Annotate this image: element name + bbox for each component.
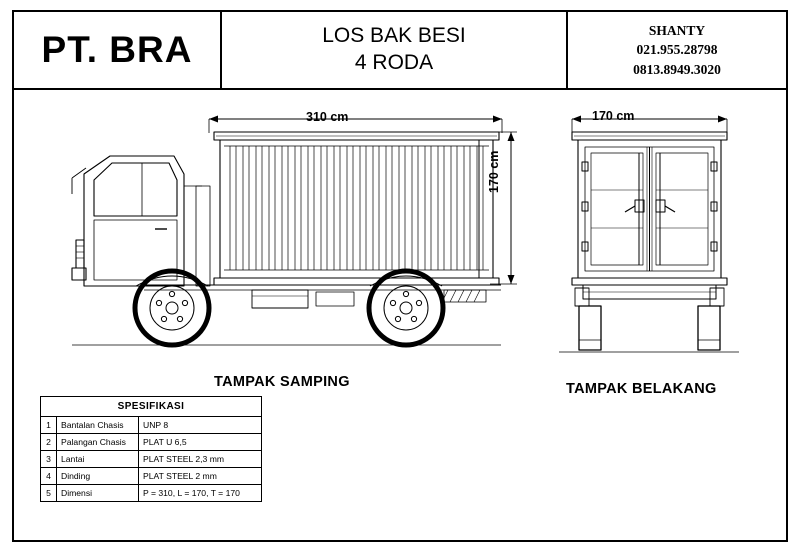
spec-row-value: PLAT STEEL 2 mm: [139, 468, 262, 485]
specification-table: [40, 396, 262, 502]
table-row: [41, 468, 262, 485]
spec-row-no: 2: [41, 434, 57, 451]
rear-view-drawing: [539, 90, 789, 390]
spec-row-name: Lantai: [57, 451, 139, 468]
contact-person: SHANTY: [648, 22, 706, 38]
drawing-sheet: [12, 10, 788, 542]
spec-row-name: Dimensi: [57, 485, 139, 502]
spec-row-value: PLAT U 6,5: [139, 434, 262, 451]
spec-row-value: P = 310, L = 170, T = 170: [139, 485, 262, 502]
rear-view-label: TAMPAK BELAKANG: [566, 381, 717, 397]
spec-row-name: Palangan Chasis: [57, 434, 139, 451]
spec-row-name: Dinding: [57, 468, 139, 485]
contact-phone-2: 0813.8949.3020: [633, 61, 721, 77]
spec-row-value: UNP 8: [139, 417, 262, 434]
dimension-height-label: 170 cm: [487, 150, 501, 193]
contact-phone-1: 021.955.28798: [636, 42, 718, 58]
table-row: [41, 434, 262, 451]
side-view-drawing: [24, 90, 544, 390]
dimension-length-label: 310 cm: [306, 110, 349, 124]
title-block: [14, 12, 786, 90]
spec-table-title: SPESIFIKASI: [41, 397, 262, 417]
spec-row-value: PLAT STEEL 2,3 mm: [139, 451, 262, 468]
product-name-line2: 4 RODA: [354, 51, 434, 74]
table-row: [41, 417, 262, 434]
dimension-width-label: 170 cm: [592, 109, 635, 123]
company-logo-cell: [14, 12, 222, 88]
spec-row-no: 4: [41, 468, 57, 485]
spec-row-no: 5: [41, 485, 57, 502]
table-row: [41, 485, 262, 502]
spec-row-name: Bantalan Chasis: [57, 417, 139, 434]
spec-row-no: 1: [41, 417, 57, 434]
contact-cell: [568, 12, 786, 88]
table-header-row: [41, 397, 262, 417]
table-row: [41, 451, 262, 468]
company-name: PT. BRA: [41, 29, 193, 70]
drawing-area: [14, 90, 786, 542]
product-name-line1: LOS BAK BESI: [322, 24, 466, 48]
side-view-label: TAMPAK SAMPING: [214, 374, 350, 390]
spec-row-no: 3: [41, 451, 57, 468]
product-name-cell: [222, 12, 568, 88]
